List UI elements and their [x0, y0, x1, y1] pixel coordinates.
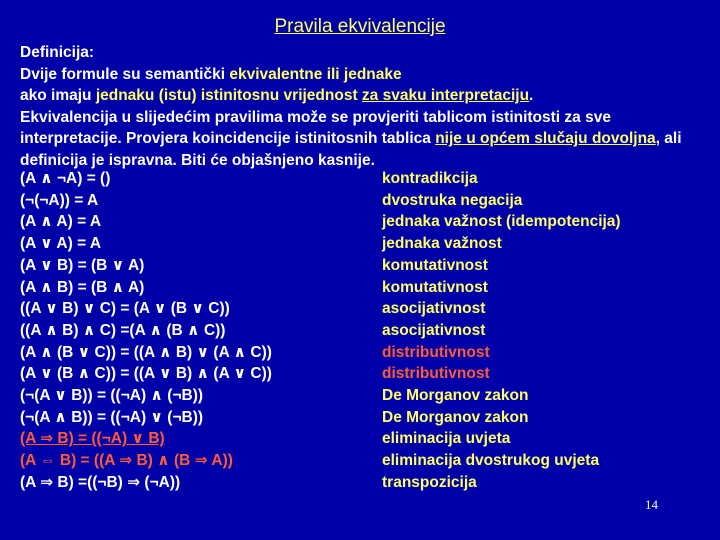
rule-name: transpozicija — [382, 473, 477, 491]
definition-text: Dvije formule su semantički — [20, 65, 230, 83]
rule-name: De Morganov zakon — [382, 408, 529, 426]
rule-formula: (A ∨ A) = A — [20, 235, 102, 253]
definition-text: . — [529, 87, 534, 104]
rule-name: De Morganov zakon — [382, 387, 529, 405]
rule-row — [20, 428, 710, 450]
rule-row — [20, 168, 710, 190]
rule-name: jednaka važnost — [382, 235, 502, 253]
rule-formula: (¬(A ∨ B)) = ((¬A) ∧ (¬B)) — [20, 387, 204, 405]
rule-name: asocijativnost — [382, 321, 486, 339]
rule-formula: ((A ∧ B) ∧ C) =(A ∧ (B ∧ C)) — [20, 321, 226, 339]
rule-name: asocijativnost — [382, 300, 486, 318]
rule-formula: ((A ∨ B) ∨ C) = (A ∨ (B ∨ C)) — [20, 300, 230, 318]
rule-row — [20, 320, 710, 342]
rule-name: distributivnost — [382, 365, 490, 383]
rule-name: jednaka važnost (idempotencija) — [382, 213, 621, 231]
rule-row — [20, 298, 710, 320]
definition-text: ako imaju — [20, 87, 96, 104]
verification-text: Ekvivalencija u slijedećim pravilima može se provjeriti tablicom istinitosti za sve interpretacije. Provjera koincidencije istinitosnih tablica — [20, 108, 611, 147]
rule-name: eliminacija dvostrukog uvjeta — [382, 452, 600, 470]
rule-name: eliminacija uvjeta — [382, 430, 511, 448]
rule-formula: (A ⇔ B) = ((A ⇒ B) ∧ (B ⇒ A)) — [20, 452, 233, 470]
rule-name: dvostruka negacija — [382, 191, 523, 209]
rules-list — [20, 168, 710, 494]
rule-formula: (A ∨ B) = (B ∨ A) — [20, 256, 145, 274]
verification-text: , ali definicija je ispravna. Biti će objašnjeno kasnije. — [20, 130, 682, 169]
rule-formula: (A ⇒ B) =((¬B) ⇒ (¬A)) — [20, 473, 181, 491]
rule-formula: (A ∧ B) = (B ∧ A) — [20, 278, 145, 296]
rule-row — [20, 385, 710, 407]
rule-formula: (A ∧ (B ∨ C)) = ((A ∧ B) ∨ (A ∧ C)) — [20, 343, 272, 361]
definition-heading: Definicija: — [20, 44, 95, 61]
rule-formula: (¬(A ∧ B)) = ((¬A) ∨ (¬B)) — [20, 408, 204, 426]
rule-name: distributivnost — [382, 343, 490, 361]
rule-row — [20, 472, 710, 494]
rule-row — [20, 190, 710, 212]
highlight-not-sufficient: nije u općem slučaju dovoljna — [435, 130, 656, 147]
definition-line-2 — [20, 85, 710, 107]
rule-name: komutativnost — [382, 256, 488, 274]
rule-formula: (A ⇒ B) = ((¬A) ∨ B) — [20, 430, 165, 448]
rule-name: kontradikcija — [382, 170, 478, 187]
definition-block — [20, 42, 710, 171]
rule-row — [20, 342, 710, 364]
page-title: Pravila ekvivalencije — [274, 16, 446, 37]
rule-name: komutativnost — [382, 278, 488, 296]
rule-formula: (A ∧ ¬A) = () — [20, 170, 111, 187]
rule-formula: (A ∧ A) = A — [20, 213, 102, 231]
rule-formula: (A ∨ (B ∧ C)) = ((A ∨ B) ∧ (A ∨ C)) — [20, 365, 272, 383]
rule-row — [20, 450, 710, 472]
rule-row — [20, 233, 710, 255]
rule-row — [20, 211, 710, 233]
rule-row — [20, 277, 710, 299]
rule-row — [20, 363, 710, 385]
highlight-equivalent: ekvivalentne ili jednake — [229, 65, 402, 83]
page-number: 14 — [645, 497, 658, 512]
verification-paragraph — [20, 107, 710, 172]
highlight-same-truth-value: jednaku (istu) istinitosnu vrijednost — [95, 87, 362, 104]
highlight-every-interpretation: za svaku interpretaciju — [361, 87, 530, 104]
rule-row — [20, 407, 710, 429]
rule-formula: (¬(¬A)) = A — [20, 191, 99, 209]
definition-line-1 — [20, 64, 710, 86]
rule-row — [20, 255, 710, 277]
